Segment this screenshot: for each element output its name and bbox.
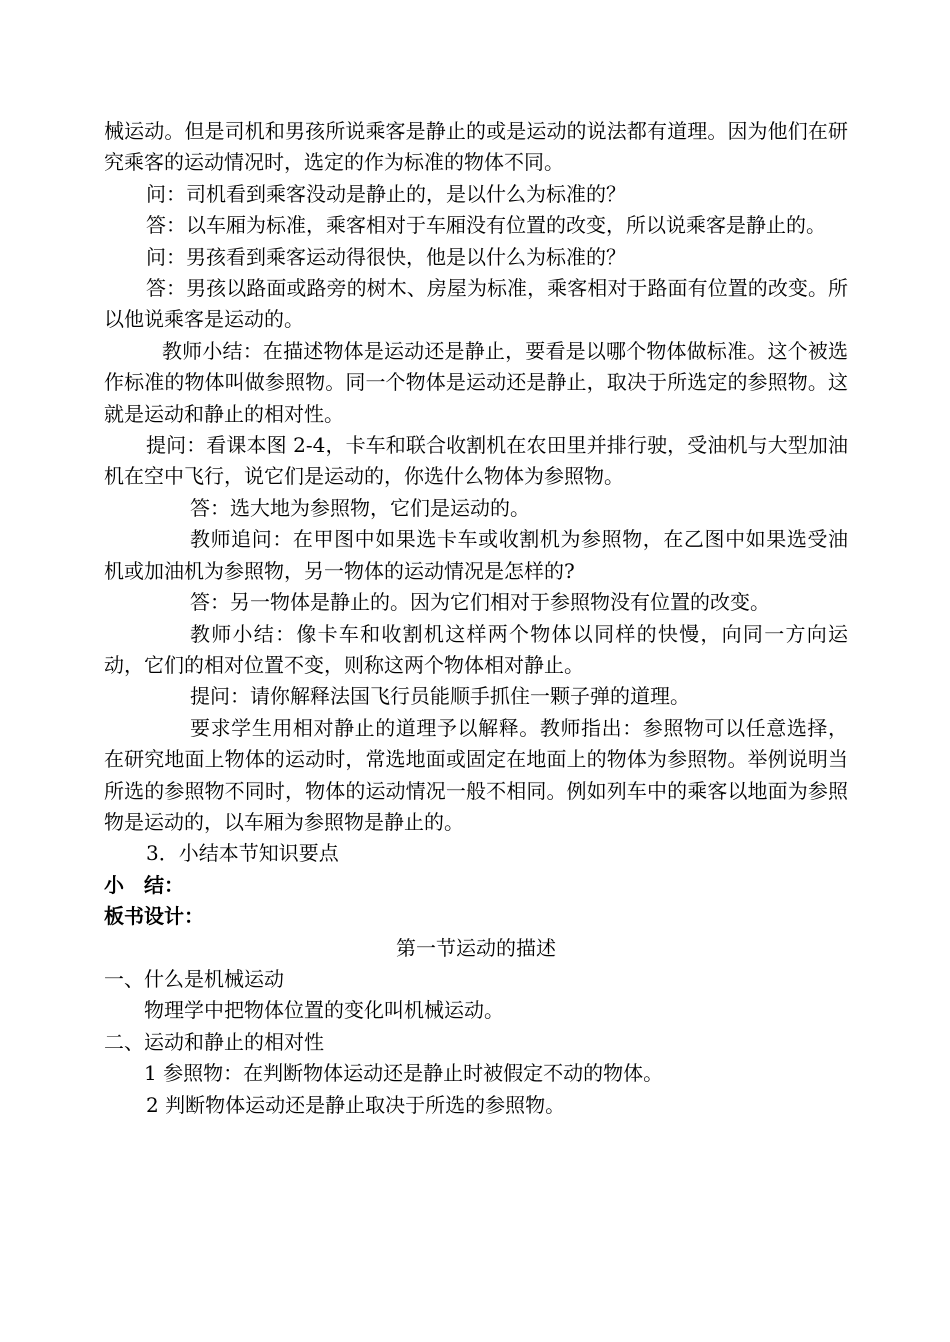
question-figure: 提问：看课本图 2-4，卡车和联合收割机在农田里并排行驶，受油机与大型加油机在空中飞行，说它们是运动的，你选什么物体为参照物。 [104,433,848,489]
answer-boy: 答：男孩以路面或路旁的树木、房屋为标准，乘客相对于路面有位置的改变。所以他说乘客是运动的。 [104,276,848,332]
board-section2-heading: 二、运动和静止的相对性 [104,1029,324,1054]
board-section2-item1: 1 参照物：在判断物体运动还是静止时被假定不动的物体。 [144,1061,664,1086]
answer-followup: 答：另一物体是静止的。因为它们相对于参照物没有位置的改变。 [190,590,770,615]
summary-heading: 小 结： [104,872,184,897]
teacher-summary-relative-rest: 教师小结：像卡车和收割机这样两个物体以同样的快慢，向同一方向运动，它们的相对位置不变，则称这两个物体相对静止。 [104,621,848,677]
answer-driver: 答：以车厢为标准，乘客相对于车厢没有位置的改变，所以说乘客是静止的。 [146,213,826,238]
teacher-followup: 教师追问：在甲图中如果选卡车或收割机为参照物，在乙图中如果选受油机或加油机为参照物，另一物体的运动情况是怎样的? [104,527,848,583]
answer-figure: 答：选大地为参照物，它们是运动的。 [190,495,530,520]
summary-step: 3．小结本节知识要点 [146,841,339,866]
question-driver: 问：司机看到乘客没动是静止的，是以什么为标准的？ [146,181,626,206]
paragraph-continuation: 械运动。但是司机和男孩所说乘客是静止的或是运动的说法都有道理。因为他们在研究乘客的运动情况时，选定的作为标准的物体不同。 [104,119,848,175]
board-section1-heading: 一、什么是机械运动 [104,966,284,991]
document-body [104,116,848,1121]
teacher-summary-reference: 教师小结：在描述物体是运动还是静止，要看是以哪个物体做标准。这个被选作标准的物体叫做参照物。同一个物体是运动还是静止，取决于所选定的参照物。这就是运动和静止的相对性。 [104,338,848,426]
question-boy: 问：男孩看到乘客运动得很快，他是以什么为标准的？ [146,244,626,269]
board-section2-item2: 2 判断物体运动还是静止取决于所选的参照物。 [146,1092,566,1117]
board-design-heading: 板书设计： [104,904,204,929]
explanation-paragraph: 要求学生用相对静止的道理予以解释。教师指出：参照物可以任意选择，在研究地面上物体的运动时，常选地面或固定在地面上的物体为参照物。举例说明当所选的参照物不同时，物体的运动情况一般不相同。例如列车中的乘客以地面为参照物是运动的，以车厢为参照物是静止的。 [104,715,848,834]
board-section1-text: 物理学中把物体位置的变化叫机械运动。 [144,998,504,1023]
question-pilot: 提问：请你解释法国飞行员能顺手抓住一颗子弹的道理。 [190,684,690,709]
board-title: 第一节运动的描述 [396,935,556,960]
